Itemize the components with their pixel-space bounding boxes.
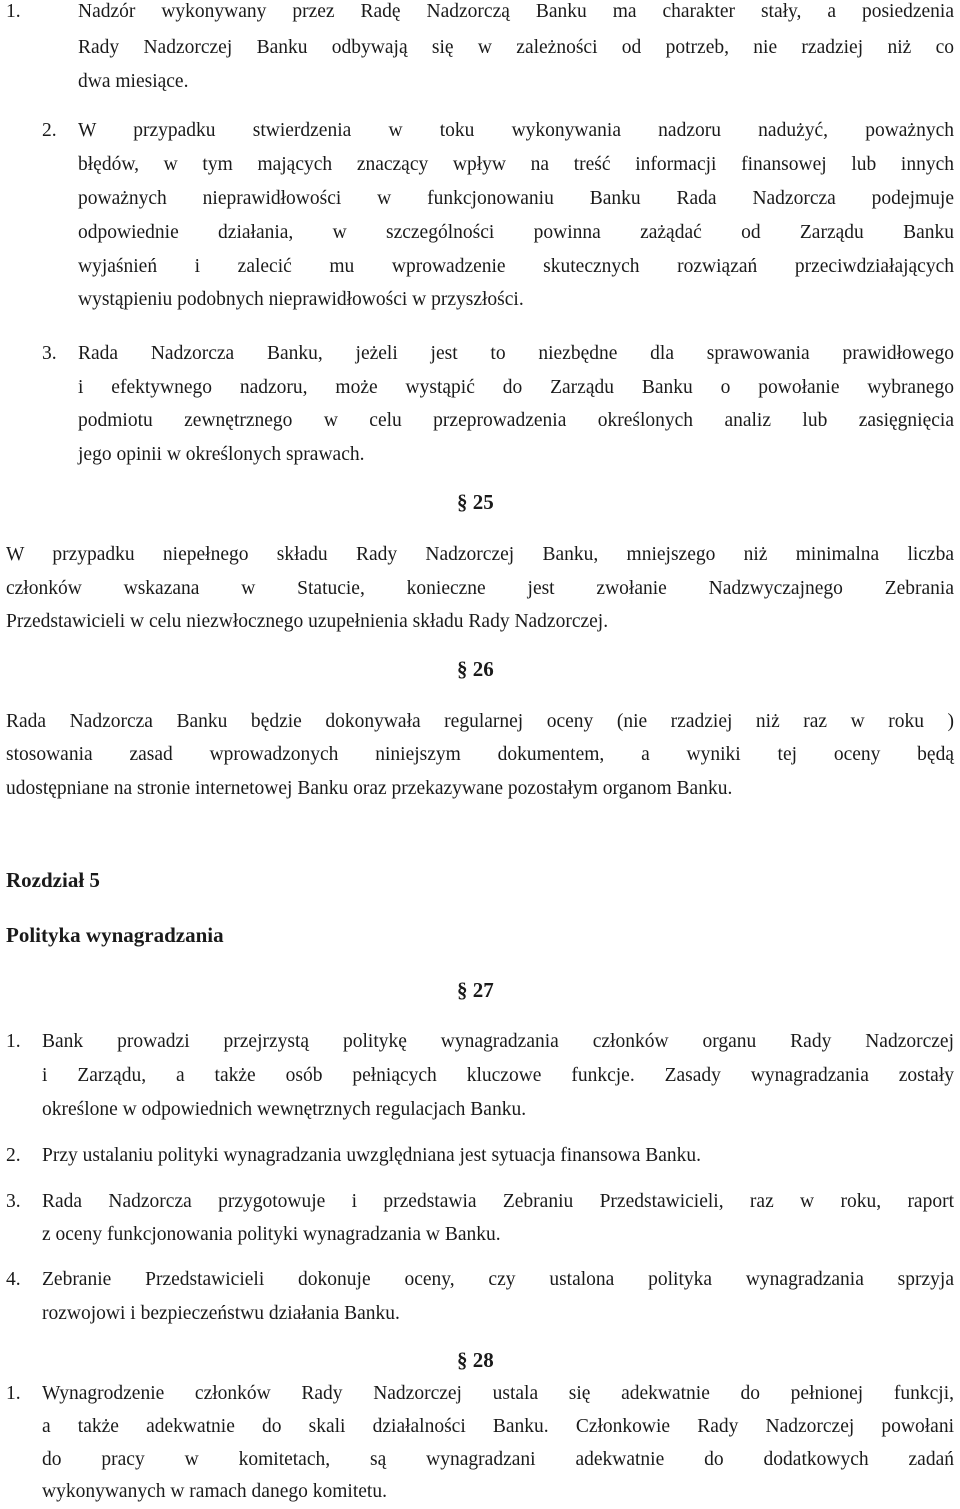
section-mark: § 27	[457, 978, 494, 1002]
paragraph-line: a także adekwatnie do skali działalności Banku. Członkowie Rady Nadzorczej powołani	[42, 1416, 954, 1437]
paragraph-line: z oceny funkcjonowania polityki wynagradzania w Banku.	[42, 1224, 501, 1245]
paragraph-line: i efektywnego nadzoru, może wystąpić do Zarządu Banku o powołanie wybranego	[78, 377, 954, 398]
paragraph-line: i Zarządu, a także osób pełniących kluczowe funkcje. Zasady wynagradzania zostały	[42, 1065, 954, 1086]
paragraph-line: Wynagrodzenie członków Rady Nadzorczej ustala się adekwatnie do pełnionej funkcji,	[42, 1383, 954, 1404]
paragraph-line: jego opinii w określonych sprawach.	[78, 444, 365, 465]
paragraph-line: W przypadku stwierdzenia w toku wykonywania nadzoru nadużyć, poważnych	[78, 120, 954, 141]
paragraph-line: Rada Nadzorcza Banku będzie dokonywała regularnej oceny (nie rzadziej niż raz w roku )	[6, 711, 954, 732]
paragraph-line: Nadzór wykonywany przez Radę Nadzorczą Banku ma charakter stały, a posiedzenia	[78, 1, 954, 22]
paragraph-line: udostępniane na stronie internetowej Banku oraz przekazywane pozostałym organom Banku.	[6, 778, 733, 799]
paragraph-line: podmiotu zewnętrznego w celu przeprowadzenia określonych analiz lub zasięgnięcia	[78, 410, 954, 431]
paragraph-line: wyjaśnień i zalecić mu wprowadzenie skutecznych rozwiązań przeciwdziałających	[78, 256, 954, 277]
paragraph-line: stosowania zasad wprowadzonych niniejszym dokumentem, a wyniki tej oceny będą	[6, 744, 954, 765]
item-number: 1.	[6, 1383, 21, 1404]
chapter-title: Polityka wynagradzania	[6, 923, 224, 947]
paragraph-line: określone w odpowiednich wewnętrznych regulacjach Banku.	[42, 1099, 527, 1120]
paragraph-line: członków wskazana w Statucie, konieczne jest zwołanie Nadzwyczajnego Zebrania	[6, 578, 954, 599]
paragraph-line: rozwojowi i bezpieczeństwu działania Banku.	[42, 1303, 400, 1324]
section-mark: § 25	[457, 490, 494, 514]
chapter-number: Rozdział 5	[6, 868, 100, 892]
paragraph-line: do pracy w komitetach, są wynagradzani adekwatnie do dodatkowych zadań	[42, 1449, 954, 1470]
item-number: 1.	[6, 1031, 21, 1052]
paragraph-line: wystąpieniu podobnych nieprawidłowości w przyszłości.	[78, 289, 524, 310]
paragraph-line: dwa miesiące.	[78, 71, 189, 92]
item-number: 4.	[6, 1269, 21, 1290]
paragraph-line: błędów, w tym mających znaczący wpływ na treść informacji finansowej lub innych	[78, 154, 954, 175]
paragraph-line: Przedstawicieli w celu niezwłocznego uzupełnienia składu Rady Nadzorczej.	[6, 611, 609, 632]
item-number: 2.	[6, 1145, 21, 1166]
paragraph-line: Zebranie Przedstawicieli dokonuje oceny, czy ustalona polityka wynagradzania sprzyja	[42, 1269, 954, 1290]
paragraph-line: poważnych nieprawidłowości w funkcjonowaniu Banku Rada Nadzorcza podejmuje	[78, 188, 954, 209]
section-mark: § 26	[457, 657, 494, 681]
paragraph-line: wykonywanych w ramach danego komitetu.	[42, 1481, 387, 1502]
paragraph-line: W przypadku niepełnego składu Rady Nadzorczej Banku, mniejszego niż minimalna liczba	[6, 544, 954, 565]
paragraph-line: Rady Nadzorczej Banku odbywają się w zależności od potrzeb, nie rzadziej niż co	[78, 37, 954, 58]
paragraph-line: odpowiednie działania, w szczególności powinna zażądać od Zarządu Banku	[78, 222, 954, 243]
item-number: 3.	[6, 1191, 21, 1212]
item-number: 1.	[6, 1, 21, 22]
paragraph-line: Rada Nadzorcza Banku, jeżeli jest to niezbędne dla sprawowania prawidłowego	[78, 343, 954, 364]
item-number: 3.	[42, 343, 57, 364]
section-mark: § 28	[457, 1348, 494, 1372]
paragraph-line: Rada Nadzorcza przygotowuje i przedstawia Zebraniu Przedstawicieli, raz w roku, raport	[42, 1191, 954, 1212]
item-number: 2.	[42, 120, 57, 141]
paragraph-line: Przy ustalaniu polityki wynagradzania uwzględniana jest sytuacja finansowa Banku.	[42, 1145, 702, 1166]
paragraph-line: Bank prowadzi przejrzystą politykę wynagradzania członków organu Rady Nadzorczej	[42, 1031, 954, 1052]
